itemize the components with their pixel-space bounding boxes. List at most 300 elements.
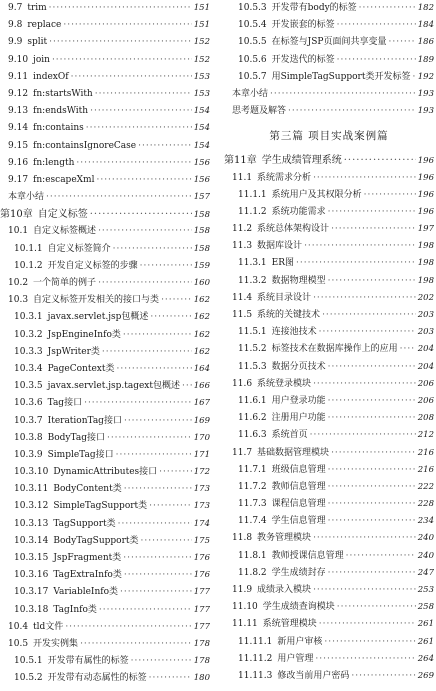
toc-entry-page: 203: [417, 310, 434, 320]
toc-entry[interactable]: [224, 152, 434, 169]
toc-entry-number: 10.3.13: [14, 518, 49, 529]
toc-entry-number: 9.13: [8, 106, 29, 117]
toc-entry[interactable]: [0, 189, 210, 206]
toc-entry-page: 196: [417, 206, 434, 217]
toc-entry-page: 164: [193, 363, 210, 374]
dot-leader: [344, 152, 416, 169]
dot-leader: [102, 344, 192, 361]
toc-entry-page: 212: [417, 430, 434, 441]
toc-entry[interactable]: [224, 17, 434, 34]
toc-entry-page: 269: [417, 670, 434, 681]
toc-entry-page: 228: [417, 499, 434, 510]
toc-entry-number: 10.3.12: [14, 501, 49, 512]
toc-entry-page: 153: [193, 71, 210, 82]
toc-entry-number: 11.8: [232, 533, 253, 544]
toc-entry[interactable]: [224, 187, 434, 204]
toc-entry[interactable]: [224, 530, 434, 547]
toc-entry-title: split: [27, 37, 48, 48]
toc-entry[interactable]: [224, 238, 434, 255]
toc-entry[interactable]: [224, 582, 434, 599]
toc-entry-title: 系统总体架构设计: [257, 224, 330, 235]
toc-entry-title: 开发嵌套的标签: [271, 20, 335, 31]
toc-entry-page: 167: [193, 398, 210, 409]
toc-entry[interactable]: [224, 359, 434, 376]
toc-entry-number: 10.5.4: [238, 20, 267, 31]
dot-leader: [337, 17, 416, 34]
toc-entry-page: 193: [417, 106, 434, 117]
toc-entry-number: 10.3.6: [14, 398, 43, 409]
toc-entry-number: 10.3: [8, 295, 29, 306]
toc-entry[interactable]: [0, 17, 210, 34]
toc-entry-number: 10.3.9: [14, 449, 43, 460]
dot-leader: [400, 341, 416, 358]
toc-entry[interactable]: [224, 445, 434, 462]
toc-entry[interactable]: [224, 273, 434, 290]
toc-entry-title: 开发带有属性的标签: [47, 656, 129, 667]
toc-entry-page: 208: [417, 413, 434, 424]
toc-entry-title: ER图: [271, 258, 294, 269]
toc-entry-number: 10.5.7: [238, 71, 267, 82]
toc-entry[interactable]: [0, 567, 210, 584]
toc-entry[interactable]: [224, 376, 434, 393]
toc-entry-title: 开发带有body的标签: [271, 3, 357, 13]
toc-entry[interactable]: [224, 479, 434, 496]
toc-entry[interactable]: [0, 481, 210, 498]
toc-entry-number: 10.5.2: [14, 673, 43, 684]
toc-entry-title: 学生信息管理: [271, 516, 326, 527]
dot-leader: [270, 86, 416, 103]
toc-entry-title: PageContext类: [47, 363, 115, 374]
toc-entry-number: 第10章: [0, 209, 33, 221]
toc-entry-title: Tag接口: [47, 398, 83, 409]
toc-entry-page: 154: [193, 140, 210, 151]
toc-entry-title: 用户管理: [277, 653, 314, 664]
toc-entry-title: JspWriter类: [47, 346, 100, 357]
toc-entry-page: 240: [417, 533, 434, 544]
toc-entry[interactable]: [0, 584, 210, 601]
dot-leader: [319, 616, 416, 633]
dot-leader: [90, 103, 192, 120]
toc-entry-number: 11.8.2: [238, 567, 267, 578]
toc-entry[interactable]: [0, 395, 210, 412]
dot-leader: [107, 430, 192, 447]
toc-entry-number: 11.10: [232, 602, 258, 613]
toc-entry-number: 9.7: [8, 3, 23, 13]
toc-entry-number: 11.2: [232, 224, 253, 235]
toc-entry-title: VariableInfo类: [53, 587, 119, 598]
toc-entry[interactable]: [0, 275, 210, 292]
toc-entry-number: 10.2: [8, 278, 29, 288]
toc-entry[interactable]: [0, 533, 210, 550]
toc-entry-page: 204: [417, 361, 434, 372]
toc-entry[interactable]: [224, 513, 434, 530]
dot-leader: [124, 413, 192, 430]
toc-entry-number: 10.3.16: [14, 570, 49, 581]
dot-leader: [364, 187, 416, 204]
toc-entry-number: 11.11.1: [238, 636, 273, 647]
dot-leader: [46, 189, 192, 206]
toc-entry-title: DynamicAttributes接口: [53, 467, 158, 478]
toc-entry-page: 158: [193, 210, 210, 221]
toc-entry-number: 10.3.3: [14, 346, 43, 357]
dot-leader: [113, 241, 192, 258]
dot-leader: [65, 619, 191, 636]
toc-entry-number: 11.7.2: [238, 481, 267, 492]
toc-entry[interactable]: [224, 634, 434, 651]
toc-entry-number: 11.3: [232, 241, 253, 252]
toc-entry-number: 11.5: [232, 310, 253, 320]
toc-entry-page: 178: [193, 638, 210, 649]
toc-entry[interactable]: [224, 69, 434, 86]
toc-entry-page: 175: [193, 535, 210, 546]
toc-entry-number: 10.3.17: [14, 587, 49, 598]
toc-entry-page: 196: [417, 189, 434, 200]
toc-entry[interactable]: [0, 516, 210, 533]
toc-entry-page: 222: [417, 481, 434, 492]
toc-entry-page: 169: [193, 415, 210, 426]
toc-entry-number: 11.6.1: [238, 395, 267, 406]
toc-entry-title: indexOf: [33, 71, 69, 82]
dot-leader: [328, 496, 416, 513]
toc-entry[interactable]: [224, 290, 434, 307]
toc-entry[interactable]: [0, 52, 210, 69]
toc-entry[interactable]: [0, 206, 210, 223]
dot-leader: [388, 34, 415, 51]
toc-entry[interactable]: [0, 34, 210, 51]
toc-entry-page: 253: [417, 585, 434, 595]
toc-entry-title: fn:endsWith: [33, 106, 89, 117]
toc-entry-title: 基础数据管理模块: [257, 447, 330, 458]
toc-entry-title: 用SimpleTagSupport类开发标签: [271, 71, 411, 82]
toc-entry[interactable]: [224, 410, 434, 427]
toc-entry[interactable]: [0, 292, 210, 309]
toc-entry-number: 10.1.2: [14, 260, 43, 271]
toc-entry[interactable]: [0, 653, 210, 670]
toc-entry-page: 153: [193, 88, 210, 99]
toc-entry[interactable]: [224, 204, 434, 221]
toc-entry-page: 180: [193, 673, 210, 684]
toc-entry[interactable]: [0, 498, 210, 515]
dot-leader: [138, 138, 192, 155]
toc-entry[interactable]: [0, 344, 210, 361]
toc-entry-number: 10.4: [8, 621, 29, 632]
toc-entry-title: TagSupport类: [53, 518, 116, 529]
toc-entry[interactable]: [224, 565, 434, 582]
dot-leader: [49, 0, 192, 17]
toc-entry-page: 156: [193, 174, 210, 185]
toc-entry[interactable]: [0, 636, 210, 653]
toc-entry-title: 注册用户功能: [271, 413, 326, 424]
dot-leader: [328, 565, 416, 582]
toc-entry-number: 11.11.3: [238, 670, 273, 681]
toc-entry[interactable]: [224, 103, 434, 120]
toc-entry-title: 本章小结: [232, 88, 269, 99]
toc-entry-number: 10.3.1: [14, 312, 43, 323]
toc-entry-page: 156: [193, 157, 210, 168]
toc-entry-page: 172: [193, 467, 210, 478]
toc-right-bottom: [224, 152, 434, 685]
dot-leader: [116, 447, 192, 464]
toc-entry[interactable]: [224, 52, 434, 69]
toc-entry-title: 课程信息管理: [271, 499, 326, 510]
toc-entry-page: 182: [417, 3, 434, 13]
toc-entry[interactable]: [0, 327, 210, 344]
toc-entry-number: 11.11: [232, 619, 258, 630]
toc-entry-number: 11.1: [232, 172, 253, 183]
toc-entry-page: 166: [193, 381, 210, 392]
toc-entry-page: 186: [417, 37, 434, 48]
toc-entry[interactable]: [0, 602, 210, 619]
toc-entry[interactable]: [0, 464, 210, 481]
toc-entry-title: 系统用户及其权限分析: [271, 189, 362, 200]
toc-entry-title: 自定义标签开发相关的接口与类: [33, 295, 160, 306]
dot-leader: [328, 204, 416, 221]
toc-entry[interactable]: [0, 619, 210, 636]
toc-entry-title: javax.servlet.jsp包概述: [47, 312, 149, 323]
toc-entry[interactable]: [224, 616, 434, 633]
toc-entry[interactable]: [224, 86, 434, 103]
toc-entry-title: 新用户审核: [277, 636, 323, 647]
dot-leader: [98, 223, 192, 240]
toc-entry-title: 自定义标签概述: [33, 226, 97, 237]
toc-entry-number: 10.3.7: [14, 415, 43, 426]
toc-right-column: [224, 0, 434, 685]
toc-entry-title: TagInfo类: [53, 604, 97, 615]
toc-entry[interactable]: [224, 307, 434, 324]
toc-entry[interactable]: [0, 361, 210, 378]
toc-entry[interactable]: [0, 413, 210, 430]
toc-entry[interactable]: [224, 170, 434, 187]
toc-entry-number: 10.3.4: [14, 363, 43, 374]
toc-entry-title: 用户登录功能: [271, 395, 326, 406]
toc-entry-title: 在标签与JSP页面间共享变量: [271, 37, 387, 48]
toc-entry-page: 170: [193, 432, 210, 443]
toc-entry-title: 教务管理模块: [257, 533, 312, 544]
toc-entry-page: 261: [417, 619, 434, 630]
dot-leader: [313, 582, 416, 599]
toc-entry[interactable]: [0, 223, 210, 240]
toc-entry[interactable]: [224, 668, 434, 685]
toc-entry[interactable]: [224, 0, 434, 17]
toc-entry-page: 247: [417, 567, 434, 578]
toc-entry-number: 10.3.2: [14, 329, 43, 340]
toc-entry-page: 177: [193, 604, 210, 615]
toc-entry-title: 系统功能需求: [271, 206, 326, 217]
toc-entry-page: 158: [193, 243, 210, 254]
dot-leader: [118, 516, 192, 533]
toc-entry[interactable]: [0, 69, 210, 86]
toc-entry[interactable]: [0, 172, 210, 189]
toc-entry-title: 系统需求分析: [257, 172, 312, 183]
dot-leader: [86, 120, 192, 137]
toc-entry-title: 自定义标签简介: [47, 243, 111, 254]
toc-entry[interactable]: [0, 430, 210, 447]
toc-entry-title: javax.servlet.jsp.tagext包概述: [47, 381, 180, 392]
toc-entry-page: 206: [417, 395, 434, 406]
dot-leader: [313, 530, 416, 547]
dot-leader: [99, 602, 192, 619]
dot-leader: [63, 17, 191, 34]
toc-entry[interactable]: [0, 86, 210, 103]
toc-entry-number: 11.5.3: [238, 361, 267, 372]
toc-entry-title: join: [33, 54, 50, 65]
dot-leader: [296, 255, 416, 272]
toc-entry-page: 202: [417, 292, 434, 303]
toc-entry-number: 11.1.1: [238, 189, 267, 200]
toc-entry-page: 189: [417, 54, 434, 65]
toc-entry-number: 10.5.6: [238, 54, 267, 65]
dot-leader: [123, 550, 191, 567]
dot-leader: [76, 155, 191, 172]
toc-entry[interactable]: [224, 462, 434, 479]
toc-left-column: [0, 0, 210, 688]
dot-leader: [124, 481, 192, 498]
toc-entry-page: 198: [417, 258, 434, 269]
toc-entry[interactable]: [0, 120, 210, 137]
toc-entry[interactable]: [224, 651, 434, 668]
toc-entry-title: JspFragment类: [53, 553, 122, 563]
toc-entry-page: 159: [193, 260, 210, 271]
toc-entry[interactable]: [0, 138, 210, 155]
toc-entry-page: 204: [417, 344, 434, 355]
toc-entry-page: 152: [193, 54, 210, 65]
toc-right-top: [224, 0, 434, 120]
toc-entry-page: 197: [417, 224, 434, 235]
toc-entry[interactable]: [224, 221, 434, 238]
dot-leader: [310, 427, 416, 444]
dot-leader: [331, 445, 416, 462]
toc-entry-page: 240: [417, 550, 434, 561]
dot-leader: [149, 670, 192, 687]
toc-entry-number: 9.14: [8, 123, 29, 134]
dot-leader: [52, 52, 192, 69]
toc-entry-page: 173: [193, 484, 210, 495]
dot-leader: [328, 410, 416, 427]
toc-entry-title: IterationTag接口: [47, 415, 122, 426]
toc-entry[interactable]: [0, 155, 210, 172]
toc-entry[interactable]: [0, 447, 210, 464]
toc-entry-page: 258: [417, 602, 434, 613]
toc-entry-number: 9.9: [8, 37, 23, 48]
dot-leader: [313, 376, 416, 393]
toc-entry[interactable]: [0, 258, 210, 275]
toc-entry[interactable]: [224, 341, 434, 358]
toc-entry-page: 177: [193, 621, 210, 632]
toc-entry-title: replace: [27, 20, 62, 31]
toc-entry-page: 216: [417, 464, 434, 475]
toc-entry-page: 177: [193, 587, 210, 598]
dot-leader: [123, 327, 192, 344]
dot-leader: [161, 292, 192, 309]
toc-entry-title: JspEngineInfo类: [47, 329, 121, 340]
toc-entry-page: 162: [193, 346, 210, 357]
toc-entry-number: 11.1.2: [238, 206, 267, 217]
dot-leader: [328, 393, 416, 410]
toc-entry-number: 9.12: [8, 88, 29, 99]
toc-entry[interactable]: [224, 393, 434, 410]
toc-entry-page: 154: [193, 123, 210, 134]
toc-entry[interactable]: [224, 34, 434, 51]
toc-entry-page: 216: [417, 447, 434, 458]
toc-entry-title: BodyContent类: [53, 484, 122, 495]
toc-entry[interactable]: [0, 550, 210, 567]
toc-entry-number: 10.3.8: [14, 432, 43, 443]
dot-leader: [124, 567, 192, 584]
toc-entry[interactable]: [224, 255, 434, 272]
toc-entry-title: 学生成绩查询模块: [262, 602, 335, 613]
dot-leader: [80, 636, 192, 653]
toc-entry-page: 174: [193, 518, 210, 529]
toc-entry-number: 11.6: [232, 378, 253, 389]
toc-entry-number: 11.9: [232, 585, 253, 595]
toc-entry-page: 160: [193, 278, 210, 288]
toc-entry-page: 203: [417, 327, 434, 338]
toc-entry-number: 10.1.1: [14, 243, 43, 254]
toc-entry[interactable]: [0, 378, 210, 395]
toc-entry-title: 思考题及解答: [232, 106, 287, 117]
toc-entry-title: 数据库设计: [257, 241, 303, 252]
toc-entry[interactable]: [224, 324, 434, 341]
toc-entry-number: 11.3.1: [238, 258, 267, 269]
dot-leader: [324, 634, 415, 651]
toc-entry[interactable]: [0, 670, 210, 687]
toc-entry-page: 171: [193, 449, 210, 460]
toc-entry-number: 11.7.3: [238, 499, 267, 510]
toc-entry-page: 261: [417, 636, 434, 647]
toc-entry[interactable]: [224, 548, 434, 565]
toc-entry-number: 10.5: [8, 638, 29, 649]
toc-entry-title: 教师授课信息管理: [271, 550, 344, 561]
toc-entry[interactable]: [224, 427, 434, 444]
toc-entry-page: 151: [193, 3, 210, 13]
toc-entry-title: 系统的关键技术: [257, 310, 321, 320]
dot-leader: [304, 238, 416, 255]
toc-entry[interactable]: [0, 0, 210, 17]
toc-entry-title: 系统登录模块: [257, 378, 312, 389]
dot-leader: [49, 34, 192, 51]
toc-entry-number: 10.3.18: [14, 604, 49, 615]
toc-entry-number: 10.3.11: [14, 484, 49, 495]
dot-leader: [359, 0, 416, 17]
toc-entry-title: 自定义标签: [37, 209, 88, 221]
dot-leader: [351, 668, 415, 685]
toc-entry-number: 11.7.1: [238, 464, 267, 475]
toc-entry-title: 班级信息管理: [271, 464, 326, 475]
toc-entry[interactable]: [224, 496, 434, 513]
toc-entry-title: 成绩录入模块: [257, 585, 312, 595]
toc-entry-page: 152: [193, 37, 210, 48]
toc-entry-page: 196: [417, 172, 434, 183]
dot-leader: [149, 498, 192, 515]
toc-entry-number: 10.5.1: [14, 656, 43, 667]
dot-leader: [313, 170, 416, 187]
dot-leader: [159, 464, 192, 481]
dot-leader: [337, 599, 416, 616]
part-title: 第三篇 项目实战案例篇: [269, 130, 389, 143]
toc-entry[interactable]: [0, 103, 210, 120]
toc-entry[interactable]: [0, 309, 210, 326]
toc-entry-page: 154: [193, 106, 210, 117]
dot-leader: [315, 651, 415, 668]
toc-entry-title: 连接池技术: [271, 327, 317, 338]
toc-entry[interactable]: [224, 599, 434, 616]
toc-entry-number: 11.5.2: [238, 344, 267, 355]
toc-entry-title: SimpleTag接口: [47, 449, 114, 460]
toc-entry-number: 11.4: [232, 292, 253, 303]
toc-entry-title: 开发迭代的标签: [271, 54, 335, 65]
toc-entry[interactable]: [0, 241, 210, 258]
toc-entry-page: 198: [417, 241, 434, 252]
